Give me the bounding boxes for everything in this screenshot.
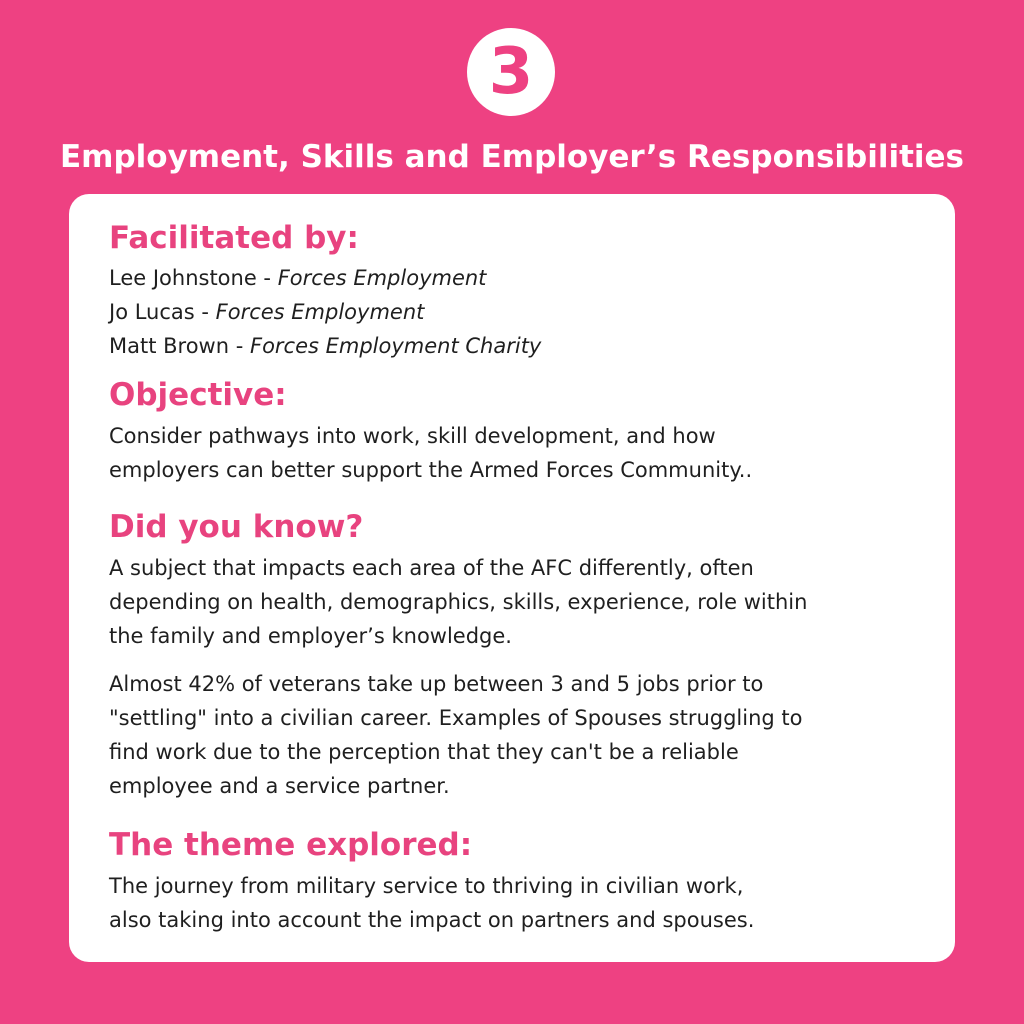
facilitator-line: [109, 329, 541, 363]
objective-line: employers can better support the Armed Forces Community..: [109, 458, 753, 482]
statistic-line: employee and a service partner.: [109, 774, 450, 798]
statistic-line: find work due to the perception that they can't be a reliable: [109, 740, 739, 764]
did-you-know-line: depending on health, demographics, skills, experience, role within: [109, 590, 808, 614]
facilitated-heading: Facilitated by:: [109, 220, 359, 256]
facilitator-line: [109, 261, 486, 295]
theme-heading: The theme explored:: [109, 827, 473, 863]
objective-heading: Objective:: [109, 377, 287, 413]
facilitator-line: [109, 295, 424, 329]
did-you-know-line: the family and employer’s knowledge.: [109, 624, 512, 648]
statistic-line: "settling" into a civilian career. Examples of Spouses struggling to: [109, 706, 803, 730]
section-number-badge: 3: [467, 28, 555, 116]
did-you-know-line: A subject that impacts each area of the AFC differently, often: [109, 556, 754, 580]
facilitator-name: Jo Lucas -: [109, 300, 216, 324]
page-title: Employment, Skills and Employer’s Responsibilities: [59, 139, 965, 175]
theme-line: The journey from military service to thriving in civilian work,: [109, 874, 744, 898]
facilitator-name: Lee Johnstone -: [109, 266, 278, 290]
facilitator-org: Forces Employment: [215, 300, 425, 324]
theme-line: also taking into account the impact on partners and spouses.: [109, 908, 755, 932]
facilitator-org: Forces Employment: [277, 266, 487, 290]
facilitator-org: Forces Employment Charity: [249, 334, 542, 358]
objective-line: Consider pathways into work, skill development, and how: [109, 424, 716, 448]
content-card: [69, 194, 955, 962]
statistic-line: Almost 42% of veterans take up between 3 and 5 jobs prior to: [109, 672, 764, 696]
facilitator-name: Matt Brown -: [109, 334, 250, 358]
did-you-know-heading: Did you know?: [109, 509, 364, 545]
